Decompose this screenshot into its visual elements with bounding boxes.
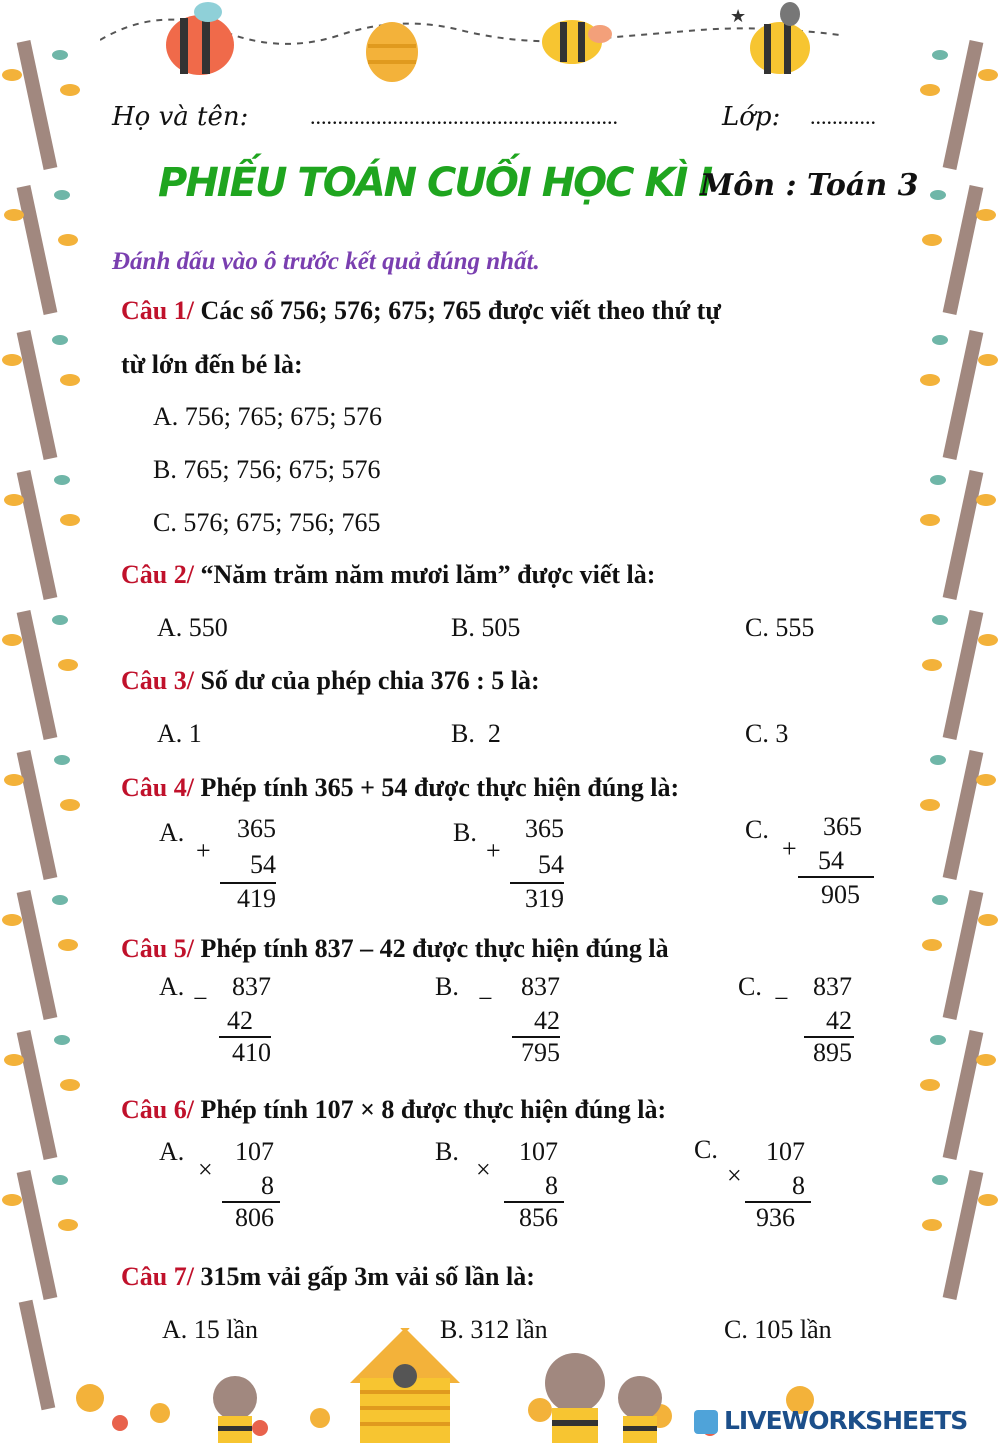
times-sign: ×: [198, 1155, 213, 1184]
q4-option-c-calculation[interactable]: [782, 812, 874, 912]
q4-option-b-label[interactable]: B.: [453, 818, 477, 847]
result: 419: [237, 884, 276, 913]
operand-bottom: 42: [534, 1006, 560, 1035]
operand-top: 365: [823, 812, 862, 841]
q2-option-a[interactable]: A. 550: [157, 613, 228, 642]
page-title: PHIẾU TOÁN CUỐI HỌC KÌ I: [158, 160, 712, 206]
question-6: [121, 1095, 666, 1125]
operand-bottom: 8: [261, 1171, 274, 1200]
question-number: Câu 6/: [121, 1095, 194, 1124]
operand-top: 837: [813, 972, 852, 1001]
q6-option-c-label[interactable]: C.: [694, 1135, 718, 1164]
question-text: 315m vải gấp 3m vải số lần là:: [200, 1262, 535, 1291]
q5-option-a-calculation[interactable]: [193, 972, 271, 1072]
operand-bottom: 54: [538, 850, 564, 879]
name-label: Họ và tên:: [112, 102, 249, 132]
plus-sign: +: [196, 836, 211, 865]
watermark-text: LIVEWORKSHEETS: [724, 1406, 968, 1435]
class-label: Lớp:: [722, 102, 781, 132]
q4-option-a-calculation[interactable]: [196, 814, 276, 914]
question-text: Các số 756; 576; 675; 765 được viết theo thứ tự: [200, 296, 721, 325]
q7-option-c[interactable]: C. 105 lần: [724, 1315, 832, 1344]
operand-bottom: 8: [792, 1171, 805, 1200]
result: 410: [232, 1038, 271, 1067]
result: 895: [813, 1038, 852, 1067]
q7-option-b[interactable]: B. 312 lần: [440, 1315, 548, 1344]
question-1-continued: từ lớn đến bé là:: [121, 350, 303, 379]
class-field[interactable]: ............: [810, 104, 876, 129]
q7-option-a[interactable]: A. 15 lần: [162, 1315, 259, 1344]
right-branch-border: [900, 0, 1000, 1443]
question-2: [121, 560, 655, 590]
q4-option-a-label[interactable]: A.: [159, 818, 185, 847]
operand-top: 107: [519, 1137, 558, 1166]
minus-sign: −: [193, 984, 208, 1013]
q5-option-c-calculation[interactable]: [774, 972, 854, 1072]
q4-option-b-calculation[interactable]: [486, 814, 564, 914]
plus-sign: +: [486, 836, 501, 865]
bear-icon: [618, 1376, 662, 1443]
q6-option-c-calculation[interactable]: [727, 1137, 811, 1237]
question-number: Câu 1/: [121, 296, 194, 325]
q1-option-a[interactable]: A. 756; 765; 675; 576: [153, 402, 382, 431]
name-field[interactable]: ........................................................: [310, 104, 618, 129]
q5-option-a-label[interactable]: A.: [159, 972, 185, 1001]
question-text: Phép tính 107 × 8 được thực hiện đúng là:: [200, 1095, 667, 1124]
liveworksheets-logo-icon: [694, 1410, 718, 1434]
bear-icon: [213, 1376, 257, 1443]
bear-icon: [545, 1353, 605, 1443]
liveworksheets-watermark: [694, 1406, 984, 1438]
top-bees-decoration: [100, 0, 900, 95]
q5-option-b-calculation[interactable]: [478, 972, 560, 1072]
question-text: Số dư của phép chia 376 : 5 là:: [200, 666, 540, 695]
q6-option-a-label[interactable]: A.: [159, 1137, 185, 1166]
question-5: [121, 934, 669, 964]
q3-option-c[interactable]: C. 3: [745, 719, 789, 748]
result: 795: [521, 1038, 560, 1067]
beehouse-icon: [350, 1328, 460, 1443]
q4-option-c-label[interactable]: C.: [745, 815, 769, 844]
operand-bottom: 8: [545, 1171, 558, 1200]
minus-sign: −: [478, 984, 493, 1013]
operand-top: 365: [525, 814, 564, 843]
question-number: Câu 4/: [121, 773, 194, 802]
bee-icon: [730, 2, 810, 74]
sum-line: [798, 876, 874, 878]
result: 936: [756, 1203, 795, 1232]
result: 806: [235, 1203, 274, 1232]
times-sign: ×: [476, 1155, 491, 1184]
question-3: [121, 666, 540, 696]
instruction-text: Đánh dấu vào ô trước kết quả đúng nhất.: [112, 248, 540, 275]
subject-label: Môn : Toán 3: [700, 168, 919, 203]
question-text: Phép tính 837 – 42 được thực hiện đúng là: [200, 934, 669, 963]
operand-top: 837: [232, 972, 271, 1001]
question-1: [121, 296, 721, 326]
result: 905: [821, 880, 860, 909]
operand-bottom: 42: [826, 1006, 852, 1035]
q6-option-a-calculation[interactable]: [198, 1137, 280, 1237]
bee-icon: [166, 2, 234, 75]
beehive-icon: [366, 22, 418, 82]
result: 856: [519, 1203, 558, 1232]
operand-top: 837: [521, 972, 560, 1001]
left-branch-border: [0, 0, 100, 1443]
times-sign: ×: [727, 1161, 742, 1190]
question-4: [121, 773, 679, 803]
operand-bottom: 54: [250, 850, 276, 879]
q2-option-c[interactable]: C. 555: [745, 613, 815, 642]
operand-top: 365: [237, 814, 276, 843]
bee-icon: [542, 20, 612, 64]
operand-top: 107: [235, 1137, 274, 1166]
q2-option-b[interactable]: B. 505: [451, 613, 521, 642]
q1-option-c[interactable]: C. 576; 675; 756; 765: [153, 508, 381, 537]
question-text: Phép tính 365 + 54 được thực hiện đúng là:: [200, 773, 680, 802]
q5-option-b-label[interactable]: B.: [435, 972, 459, 1001]
q3-option-a[interactable]: A. 1: [157, 719, 202, 748]
svg-text:★: ★: [730, 6, 747, 26]
question-number: Câu 5/: [121, 934, 194, 963]
question-number: Câu 2/: [121, 560, 194, 589]
question-number: Câu 3/: [121, 666, 194, 695]
result: 319: [525, 884, 564, 913]
q5-option-c-label[interactable]: C.: [738, 972, 762, 1001]
question-7: [121, 1262, 535, 1292]
q6-option-b-calculation[interactable]: [476, 1137, 564, 1237]
q3-option-b[interactable]: B. 2: [451, 719, 501, 748]
operand-bottom: 54: [818, 846, 844, 875]
question-text: “Năm trăm năm mươi lăm” được viết là:: [200, 560, 656, 589]
minus-sign: −: [774, 984, 789, 1013]
plus-sign: +: [782, 834, 797, 863]
q6-option-b-label[interactable]: B.: [435, 1137, 459, 1166]
question-number: Câu 7/: [121, 1262, 194, 1291]
q1-option-b[interactable]: B. 765; 756; 675; 576: [153, 455, 381, 484]
operand-bottom: 42: [227, 1006, 253, 1035]
operand-top: 107: [766, 1137, 805, 1166]
